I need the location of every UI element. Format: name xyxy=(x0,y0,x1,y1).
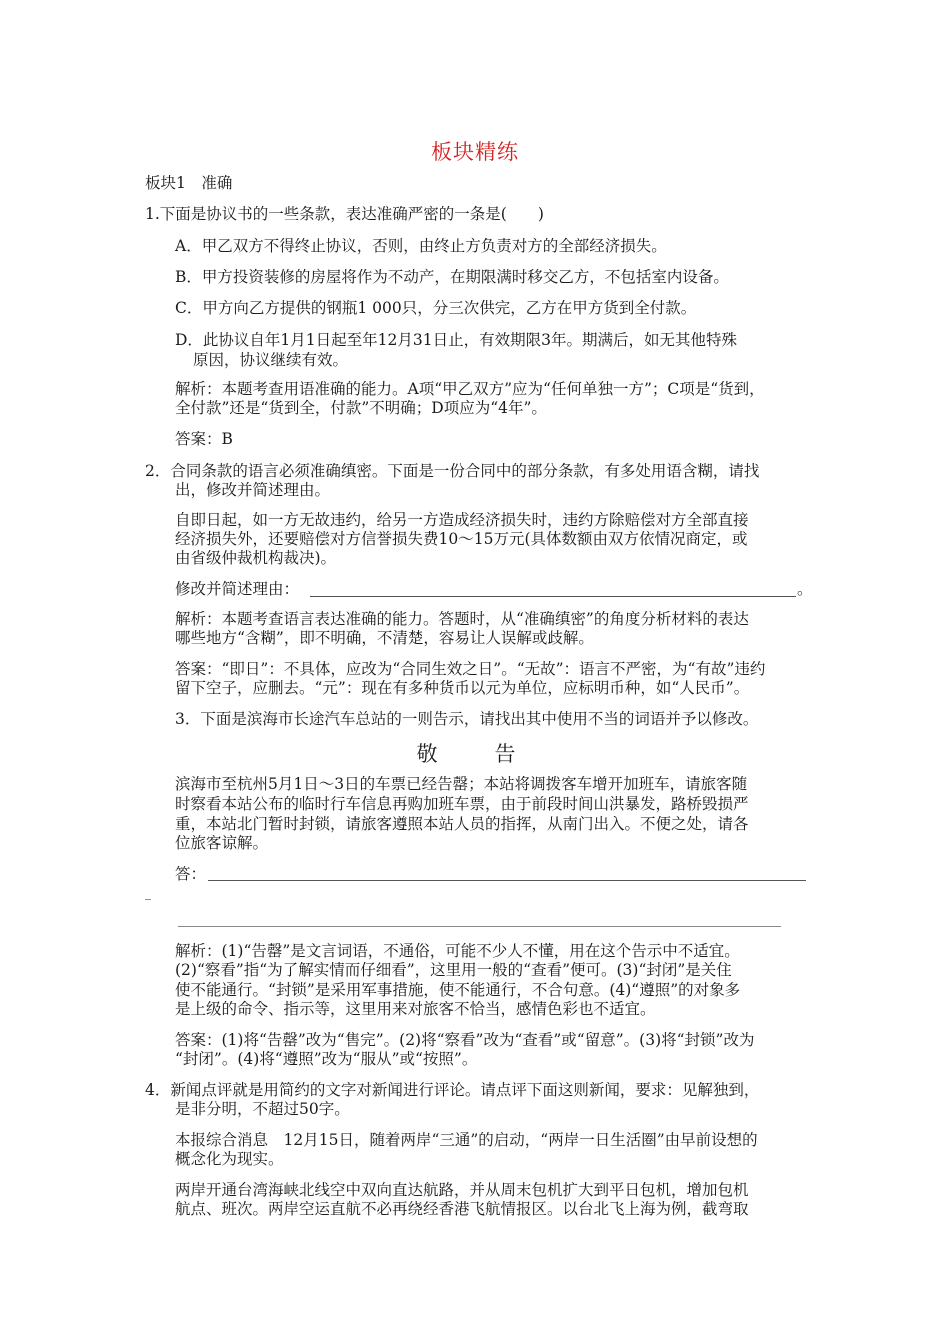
q2-stem: 2．合同条款的语言必须准确缜密。下面是一份合同中的部分条款，有多处用语含糊，请找 xyxy=(145,462,760,480)
q2-stem-cont: 出，修改并简述理由。 xyxy=(175,481,331,499)
q3-stem: 3．下面是滨海市长途汽车总站的一则告示，请找出其中使用不当的词语并予以修改。 xyxy=(175,710,759,728)
q1-option-a: A．甲乙双方不得终止协议，否则，由终止方负责对方的全部经济损失。 xyxy=(175,237,667,255)
q2-explanation: 解析：本题考查语言表达准确的能力。答题时，从“准确缜密”的角度分析材料的表达 xyxy=(175,610,749,628)
q3-explanation: 解析：(1)“告罄”是文言词语，不通俗，可能不少人不懂，用在这个告示中不适宜。 xyxy=(175,942,740,960)
q3-explanation-line2: (2)“察看”指“为了解实情而仔细看”，这里用一般的“查看”便可。(3)“封闭”是关住 xyxy=(175,961,732,979)
q2-passage-line2: 经济损失外，还要赔偿对方信誉损失费10～15万元(具体数额由双方依情况商定，或 xyxy=(175,530,748,548)
notice-title: 敬 告 xyxy=(416,742,534,766)
q4-news-line3: 两岸开通台湾海峡北线空中双向直达航路，并从周末包机扩大到平日包机，增加包机 xyxy=(175,1181,749,1199)
q4-stem-cont: 是非分明，不超过50字。 xyxy=(175,1100,350,1118)
q4-news-line1: 本报综合消息 12月15日，随着两岸“三通”的启动，“两岸一日生活圈”由早前设想的 xyxy=(175,1131,758,1149)
q2-passage-line1: 自即日起，如一方无故违约，给另一方造成经济损失时，违约方除赔偿对方全部直接 xyxy=(175,511,749,529)
q4-news-line4: 航点、班次。两岸空运直航不必再绕经香港飞航情报区。以台北飞上海为例，截弯取 xyxy=(175,1200,749,1218)
q1-option-d: D．此协议自年1月1日起至年12月31日止，有效期限3年。期满后，如无其他特殊 xyxy=(175,331,737,349)
q2-answer-cont: 留下空子，应删去。“元”：现在有多种货币以元为单位，应标明币种，如“人民币”。 xyxy=(175,679,750,697)
q3-answer-prompt: 答： xyxy=(175,865,207,883)
q3-answer-dash: _ xyxy=(145,886,151,900)
q3-answer: 答案：(1)将“告罄”改为“售完”。(2)将“察看”改为“查看”或“留意”。(3)将“封锁”改为 xyxy=(175,1031,755,1049)
q1-explanation-cont: 全付款”还是“货到全，付款”不明确；D项应为“4年”。 xyxy=(175,399,547,417)
q2-passage-line3: 由省级仲裁机构裁决)。 xyxy=(175,549,337,567)
q3-answer-cont: “封闭”。(4)将“遵照”改为“服从”或“按照”。 xyxy=(175,1050,478,1068)
q1-stem: 1.下面是协议书的一些条款，表达准确严密的一条是( ) xyxy=(145,205,544,223)
q3-answer-blank[interactable] xyxy=(208,880,806,881)
notice-line4: 位旅客谅解。 xyxy=(175,834,269,852)
q2-answer-end: 。 xyxy=(797,580,813,598)
section-heading: 板块1 准确 xyxy=(145,174,233,192)
notice-line3: 重，本站北门暂时封锁，请旅客遵照本站人员的指挥，从南门出入。不便之处，请各 xyxy=(175,815,749,833)
notice-line1: 滨海市至杭州5月1日～3日的车票已经告罄；本站将调拨客车增开加班车，请旅客随 xyxy=(175,775,748,793)
q2-answer: 答案：“即日”：不具体，应改为“合同生效之日”。“无故”：语言不严密，为“有故”违约 xyxy=(175,660,766,678)
q2-answer-blank[interactable] xyxy=(310,596,796,597)
q1-option-c: C．甲方向乙方提供的钢瓶1 000只，分三次供完，乙方在甲方货到全付款。 xyxy=(175,299,697,317)
q1-explanation: 解析：本题考查用语准确的能力。A项“甲乙双方”应为“任何单独一方”；C项是“货到， xyxy=(175,380,765,398)
q1-option-d-cont: 原因，协议继续有效。 xyxy=(193,351,349,369)
q3-answer-blank-2[interactable] xyxy=(178,926,781,927)
q1-answer: 答案：B xyxy=(175,430,233,448)
q4-news-line2: 概念化为现实。 xyxy=(175,1150,284,1168)
page-title: 板块精练 xyxy=(431,140,519,164)
q3-explanation-line3: 使不能通行。“封锁”是采用军事措施，使不能通行，不合句意。(4)“遵照”的对象多 xyxy=(175,981,741,999)
q1-option-b: B．甲方投资装修的房屋将作为不动产，在期限满时移交乙方，不包括室内设备。 xyxy=(175,268,729,286)
q2-answer-prompt: 修改并简述理由： xyxy=(175,580,300,598)
q2-explanation-cont: 哪些地方“含糊”，即不明确，不清楚，容易让人误解或歧解。 xyxy=(175,629,594,647)
notice-line2: 时察看本站公布的临时行车信息再购加班车票，由于前段时间山洪暴发，路桥毁损严 xyxy=(175,795,749,813)
q4-stem: 4．新闻点评就是用简约的文字对新闻进行评论。请点评下面这则新闻，要求：见解独到， xyxy=(145,1081,760,1099)
q3-explanation-line4: 是上级的命令、指示等，这里用来对旅客不恰当，感情色彩也不适宜。 xyxy=(175,1000,656,1018)
